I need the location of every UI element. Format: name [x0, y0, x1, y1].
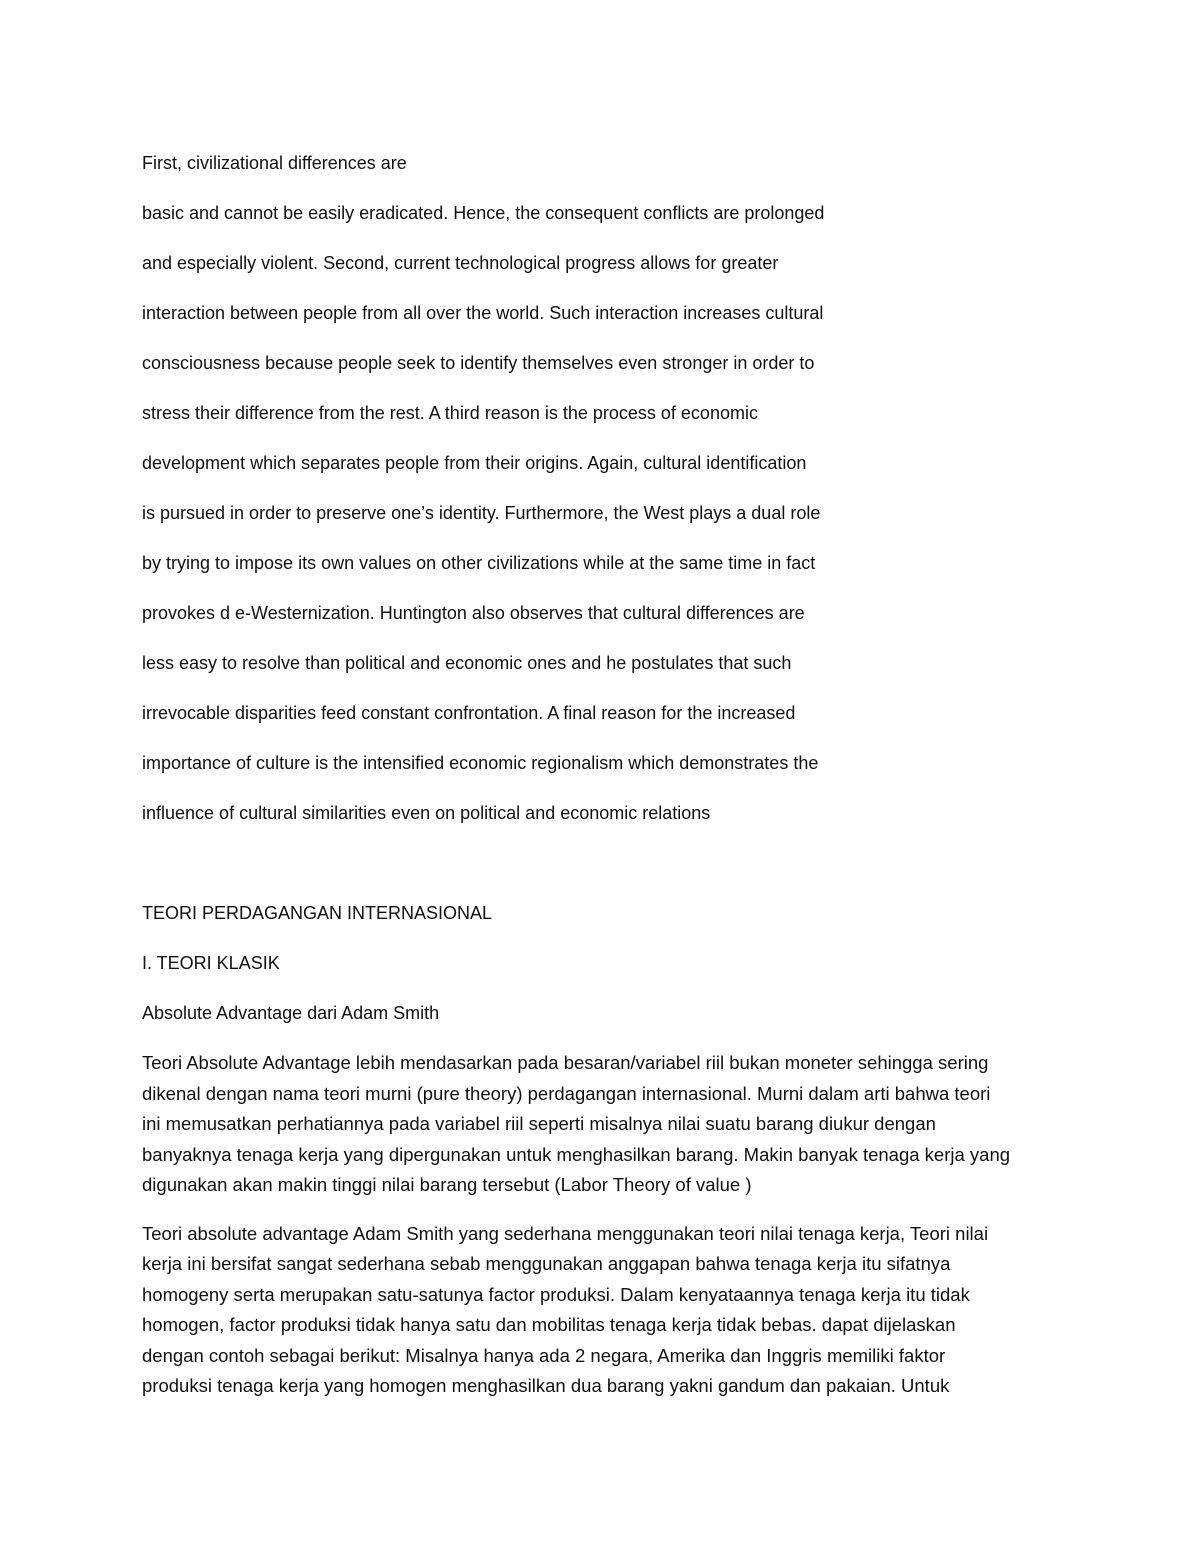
essay-line: First, civilizational differences are	[142, 153, 407, 173]
paragraph-line: digunakan akan makin tinggi nilai barang tersebut (Labor Theory of value )	[142, 1174, 752, 1195]
paragraph	[142, 1219, 1072, 1402]
essay-block	[142, 138, 1072, 838]
essay-line: development which separates people from their origins. Again, cultural identification	[142, 453, 807, 473]
essay-line: influence of cultural similarities even on political and economic relations	[142, 803, 711, 823]
paragraph-line: banyaknya tenaga kerja yang dipergunakan untuk menghasilkan barang. Makin banyak tenaga kerja yang	[142, 1143, 1011, 1165]
paragraph	[142, 1048, 1072, 1201]
paragraph-line: Teori absolute advantage Adam Smith yang sederhana menggunakan teori nilai tenaga kerja, Teori nilai	[142, 1222, 989, 1244]
section-subheading: Absolute Advantage dari Adam Smith	[142, 1003, 440, 1023]
paragraph-line: ini memusatkan perhatiannya pada variabel riil seperti misalnya nilai suatu barang diukur dengan	[142, 1113, 936, 1134]
essay-line: and especially violent. Second, current technological progress allows for greater	[142, 253, 779, 273]
paragraph-line: dikenal dengan nama teori murni (pure theory) perdagangan internasional. Murni dalam arti bahwa teori	[142, 1082, 991, 1104]
paragraph-line: homogeny serta merupakan satu-satunya factor produksi. Dalam kenyataannya tenaga kerja itu tidak	[142, 1283, 970, 1305]
essay-line: basic and cannot be easily eradicated. Hence, the consequent conflicts are prolonged	[142, 203, 825, 223]
essay-line: less easy to resolve than political and economic ones and he postulates that such	[142, 653, 792, 673]
paragraph-line: produksi tenaga kerja yang homogen menghasilkan dua barang yakni gandum dan pakaian. Untuk	[142, 1375, 950, 1396]
paragraph-line: kerja ini bersifat sangat sederhana sebab menggunakan anggapan bahwa tenaga kerja itu sifatnya	[142, 1253, 951, 1274]
essay-line: stress their difference from the rest. A third reason is the process of economic	[142, 403, 758, 423]
blank-line	[142, 838, 1072, 888]
essay-line: provokes d e-Westernization. Huntington also observes that cultural differences are	[142, 603, 805, 623]
essay-line: irrevocable disparities feed constant confrontation. A final reason for the increased	[142, 703, 796, 723]
document-content	[142, 138, 1072, 1420]
essay-line: interaction between people from all over the world. Such interaction increases cultural	[142, 303, 824, 323]
essay-line: by trying to impose its own values on other civilizations while at the same time in fact	[142, 553, 816, 573]
paragraph-line: dengan contoh sebagai berikut: Misalnya hanya ada 2 negara, Amerika dan Inggris memiliki faktor	[142, 1344, 946, 1366]
essay-line: is pursued in order to preserve one’s identity. Furthermore, the West plays a dual role	[142, 503, 821, 523]
section-title: TEORI PERDAGANGAN INTERNASIONAL	[142, 903, 493, 923]
paragraph-line: homogen, factor produksi tidak hanya satu dan mobilitas tenaga kerja tidak bebas. dapat dijelaskan	[142, 1314, 956, 1335]
essay-line: consciousness because people seek to identify themselves even stronger in order to	[142, 353, 815, 373]
paragraph-line: Teori Absolute Advantage lebih mendasarkan pada besaran/variabel riil bukan moneter sehingga sering	[142, 1052, 989, 1073]
section-subtitle: I. TEORI KLASIK	[142, 953, 280, 973]
essay-line: importance of culture is the intensified economic regionalism which demonstrates the	[142, 753, 819, 773]
